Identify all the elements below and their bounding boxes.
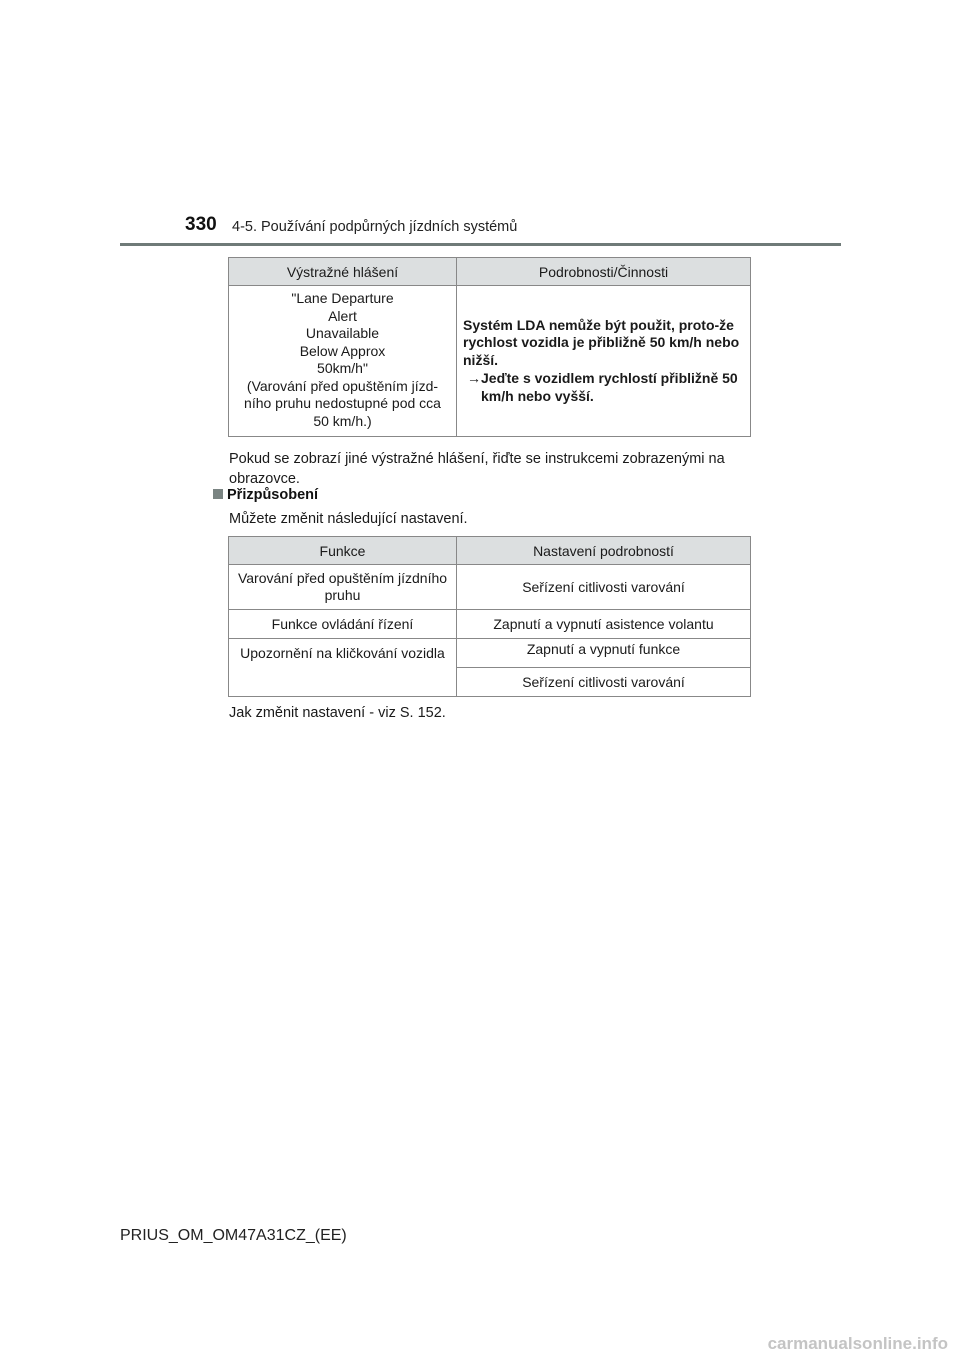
how-to-change-note: Jak změnit nastavení - viz S. 152. <box>229 705 446 721</box>
setting-cell: Zapnutí a vypnutí funkce <box>457 639 751 668</box>
setting-cell: Zapnutí a vypnutí asistence volantu <box>457 610 751 639</box>
function-cell: Funkce ovládání řízení <box>229 610 457 639</box>
arrow-right-icon: → <box>467 370 481 387</box>
column-header-warning-message: Výstražné hlášení <box>229 258 457 286</box>
action-item <box>463 370 744 405</box>
table-row <box>229 610 751 639</box>
watermark: carmanualsonline.info <box>767 1334 948 1353</box>
table-row <box>229 565 751 610</box>
square-bullet-icon <box>213 489 223 499</box>
warnings-table <box>228 257 751 437</box>
table-row <box>229 286 751 437</box>
footer-model-code: PRIUS_OM_OM47A31CZ_(EE) <box>120 1227 347 1244</box>
column-header-details-actions: Podrobnosti/Činnosti <box>457 258 751 286</box>
message-line: ního pruhu nedostupné pod cca <box>244 395 441 411</box>
warnings-table-header-row <box>229 258 751 286</box>
message-line: Alert <box>328 307 357 324</box>
detail-text: Systém LDA nemůže být použit, proto-že rychlost vozidla je přibližně 50 km/h nebo nižší. <box>463 316 740 368</box>
header-rule <box>120 243 841 246</box>
column-header-setting-details: Nastavení podrobností <box>457 537 751 565</box>
message-line: 50km/h" <box>317 360 368 376</box>
page-number: 330 <box>185 214 217 235</box>
note-paragraph: Pokud se zobrazí jiné výstražné hlášení, řiďte se instrukcemi zobrazenými na obrazovce. <box>229 451 725 487</box>
setting-cell: Seřízení citlivosti varování <box>457 565 751 610</box>
setting-cell: Seřízení citlivosti varování <box>457 668 751 697</box>
message-line: Below Approx <box>299 342 386 359</box>
column-header-function: Funkce <box>229 537 457 565</box>
customization-title: Přizpůsobení <box>227 487 319 503</box>
details-cell <box>457 286 751 437</box>
section-title: 4-5. Používání podpůrných jízdních systémů <box>232 219 518 235</box>
action-text: Jeďte s vozidlem rychlostí přibližně 50 km/h nebo vyšší. <box>481 370 738 404</box>
settings-table <box>228 536 751 697</box>
message-line: Unavailable <box>305 325 380 341</box>
table-row <box>229 639 751 668</box>
function-cell: Upozornění na kličkování vozidla <box>229 639 457 697</box>
settings-table-header-row <box>229 537 751 565</box>
function-cell: Varování před opuštěním jízdního pruhu <box>229 565 457 610</box>
message-line: "Lane Departure <box>291 290 394 306</box>
message-line: (Varování před opuštěním jízd- <box>246 377 439 394</box>
message-line: 50 km/h.) <box>313 412 372 429</box>
customization-intro: Můžete změnit následující nastavení. <box>229 511 468 527</box>
warning-message-cell <box>229 286 457 437</box>
customization-heading <box>213 487 318 503</box>
